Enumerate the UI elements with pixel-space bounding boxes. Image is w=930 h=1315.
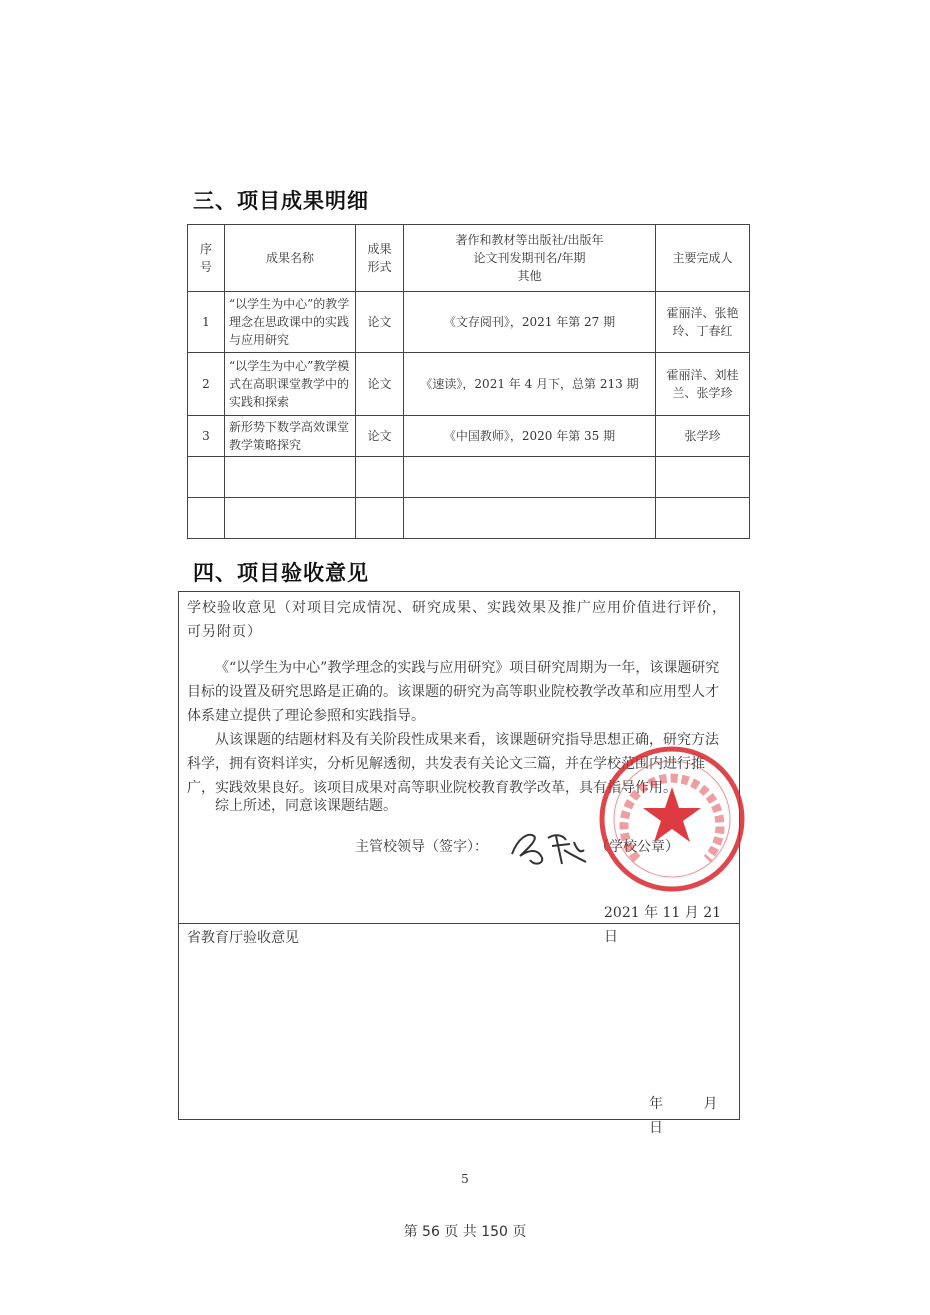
opinion-paragraph-3: 综上所述，同意该课题结题。	[215, 798, 397, 814]
table-row	[188, 416, 750, 457]
school-opinion-heading: 学校验收意见（对项目完成情况、研究成果、实践效果及推广应用价值进行评价，可另附页）	[187, 600, 727, 640]
header-publication: 著作和教材等出版社/出版年 论文刊发期刊名/年期 其他	[404, 225, 656, 292]
form-divider	[179, 923, 739, 924]
cell-seq: 2	[188, 353, 225, 416]
section4-title: 四、项目验收意见	[193, 561, 369, 585]
cell-seq: 3	[188, 416, 225, 457]
cell-publication: 《文存阅刊》，2021 年第 27 期	[404, 292, 656, 353]
cell-form: 论文	[356, 416, 404, 457]
province-opinion-heading: 省教育厅验收意见	[187, 930, 299, 946]
cell-publication: 《中国教师》，2020 年第 35 期	[404, 416, 656, 457]
results-table	[187, 224, 750, 539]
handwritten-signature	[504, 820, 594, 870]
school-date: 2021 年 11 月 21 日	[604, 905, 722, 945]
school-seal-label: （学校公章）	[595, 839, 679, 855]
header-form: 成果 形式	[356, 225, 404, 292]
table-header-row	[188, 225, 750, 292]
cell-seq: 1	[188, 292, 225, 353]
table-row-empty	[188, 457, 750, 498]
cell-name: “以学生为中心”的教学理念在思政课中的实践与应用研究	[225, 292, 356, 353]
table-row	[188, 292, 750, 353]
acceptance-form	[178, 591, 740, 1136]
cell-authors: 霍丽洋、刘桂兰、张学珍	[656, 353, 750, 416]
cell-name: 新形势下数学高效课堂教学策略探究	[225, 416, 356, 457]
cell-publication: 《速读》，2021 年 4 月下，总第 213 期	[404, 353, 656, 416]
opinion-paragraph-1: 《“以学生为中心”教学理念的实践与应用研究》项目研究周期为一年，该课题研究目标的设置及研究思路是正确的。该课题的研究为高等职业院校教学改革和应用型人才体系建立提供了理论参照和实践指导。	[187, 660, 720, 724]
opinion-paragraph-2: 从该课题的结题材料及有关阶段性成果来看，该课题研究指导思想正确，研究方法科学，拥有资料详实，分析见解透彻，共发表有关论文三篇，并在学校范围内进行推广，实践效果良好。该项目成果对高等职业院校教育教学改革，具有指导作用。	[187, 732, 719, 796]
cell-form: 论文	[356, 292, 404, 353]
header-authors: 主要完成人	[656, 225, 750, 292]
table-row	[188, 353, 750, 416]
table-row-empty	[188, 498, 750, 539]
cell-form: 论文	[356, 353, 404, 416]
header-name: 成果名称	[225, 225, 356, 292]
school-seal-icon	[597, 744, 747, 894]
cell-authors: 霍丽洋、张艳玲、丁春红	[656, 292, 750, 353]
cell-name: “以学生为中心”教学模式在高职课堂教学中的实践和探索	[225, 353, 356, 416]
section3-title: 三、项目成果明细	[193, 189, 369, 213]
cell-authors: 张学珍	[656, 416, 750, 457]
province-date: 年 月 日	[649, 1096, 736, 1136]
header-seq: 序 号	[188, 225, 225, 292]
page-number-local: 5	[461, 1172, 469, 1186]
page-number-total: 第 56 页 共 150 页	[403, 1224, 527, 1240]
signer-label: 主管校领导（签字）：	[355, 839, 488, 855]
